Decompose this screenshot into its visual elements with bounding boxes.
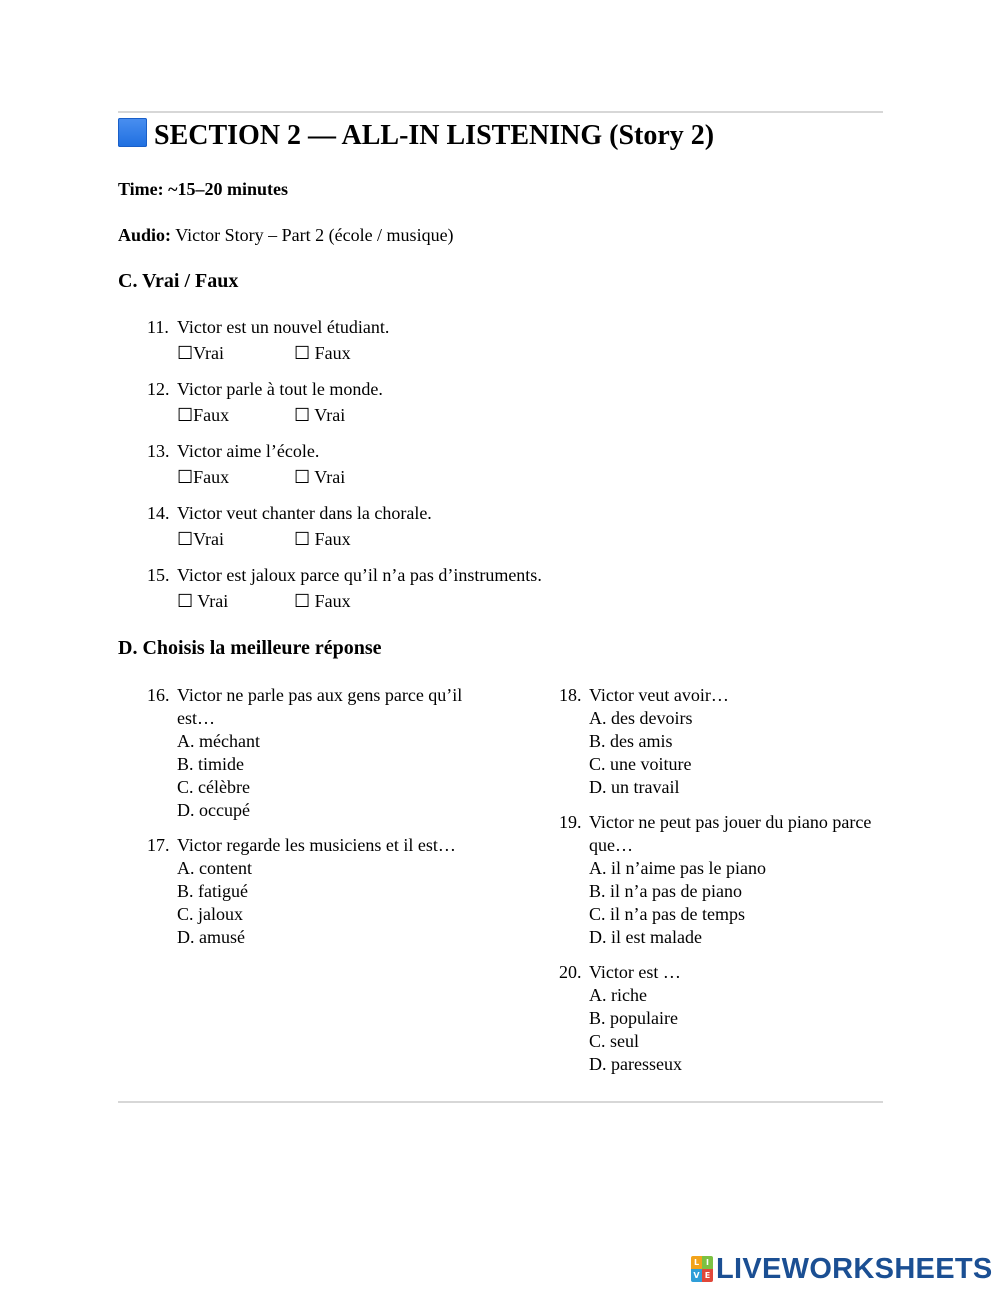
question-number: 19. <box>559 812 582 832</box>
answer-option[interactable]: A. content <box>177 858 252 878</box>
answer-option[interactable]: C. une voiture <box>589 754 692 774</box>
question-number: 18. <box>559 685 582 705</box>
checkbox-option[interactable]: ☐ Faux <box>294 591 351 611</box>
mc-question-18 <box>559 684 879 799</box>
checkbox-option[interactable]: ☐Vrai <box>177 343 225 363</box>
checkbox-option[interactable]: ☐ Vrai <box>294 405 346 425</box>
question-text: Victor est jaloux parce qu’il n’a pas d’instruments. <box>177 565 542 585</box>
mc-column-right <box>559 684 879 1088</box>
logo-text: LIVEWORKSHEETS <box>716 1252 993 1285</box>
answer-option[interactable]: D. occupé <box>177 800 250 820</box>
question-text: Victor veut chanter dans la chorale. <box>177 503 432 523</box>
question-text: Victor ne peut pas jouer du piano parce que… <box>589 812 872 855</box>
top-divider <box>118 111 883 113</box>
answer-option[interactable]: B. timide <box>177 754 244 774</box>
audio-info <box>118 225 454 246</box>
mc-question-17 <box>147 834 467 949</box>
question-text: Victor regarde les musiciens et il est… <box>177 835 456 855</box>
answer-option[interactable]: D. un travail <box>589 777 680 797</box>
answer-option[interactable]: A. des devoirs <box>589 708 693 728</box>
audio-label: Audio: <box>118 225 172 245</box>
tf-question-13 <box>147 441 747 503</box>
question-number: 20. <box>559 962 582 982</box>
mc-question-20 <box>559 961 879 1076</box>
answer-option[interactable]: B. fatigué <box>177 881 248 901</box>
question-number: 11. <box>147 317 169 337</box>
question-number: 17. <box>147 835 170 855</box>
checkbox-option[interactable]: ☐ Vrai <box>177 591 229 611</box>
answer-option[interactable]: D. paresseux <box>589 1054 682 1074</box>
answer-option[interactable]: C. jaloux <box>177 904 243 924</box>
answer-option[interactable]: D. amusé <box>177 927 245 947</box>
checkbox-option[interactable]: ☐ Faux <box>294 529 351 549</box>
answer-option[interactable]: C. seul <box>589 1031 640 1051</box>
answer-option[interactable]: B. il n’a pas de piano <box>589 881 742 901</box>
question-number: 14. <box>147 503 170 523</box>
checkbox-option[interactable]: ☐Faux <box>177 405 230 425</box>
tf-question-14 <box>147 503 747 565</box>
tf-question-12 <box>147 379 747 441</box>
question-number: 12. <box>147 379 170 399</box>
answer-option[interactable]: C. il n’a pas de temps <box>589 904 745 924</box>
checkbox-option[interactable]: ☐Faux <box>177 467 230 487</box>
mc-question-19 <box>559 811 879 949</box>
question-text: Victor est un nouvel étudiant. <box>177 317 390 337</box>
question-number: 16. <box>147 685 170 705</box>
audio-value: Victor Story – Part 2 (école / musique) <box>171 225 454 245</box>
answer-option[interactable]: A. riche <box>589 985 647 1005</box>
question-text: Victor parle à tout le monde. <box>177 379 383 399</box>
question-number: 13. <box>147 441 170 461</box>
mc-column-left <box>147 684 467 961</box>
answer-option[interactable]: A. il n’aime pas le piano <box>589 858 766 878</box>
tf-question-11 <box>147 317 747 379</box>
question-text: Victor ne parle pas aux gens parce qu’il est… <box>177 685 463 728</box>
answer-option[interactable]: D. il est malade <box>589 927 702 947</box>
liveworksheets-mark-icon: L I V E <box>691 1256 713 1282</box>
time-info: Time: ~15–20 minutes <box>118 179 289 199</box>
answer-option[interactable]: C. célèbre <box>177 777 250 797</box>
true-false-list <box>147 317 747 627</box>
checkbox-option[interactable]: ☐Vrai <box>177 529 225 549</box>
checkbox-option[interactable]: ☐ Faux <box>294 343 351 363</box>
bottom-divider <box>118 1101 883 1103</box>
section-title-row <box>118 116 714 156</box>
answer-option[interactable]: A. méchant <box>177 731 260 751</box>
question-text: Victor est … <box>589 962 681 982</box>
section-c-heading: C. Vrai / Faux <box>118 270 239 292</box>
liveworksheets-logo <box>691 1253 993 1285</box>
blue-square-icon <box>118 118 147 147</box>
checkbox-option[interactable]: ☐ Vrai <box>294 467 346 487</box>
question-text: Victor aime l’école. <box>177 441 320 461</box>
answer-option[interactable]: B. populaire <box>589 1008 678 1028</box>
section-d-heading: D. Choisis la meilleure réponse <box>118 637 382 659</box>
tf-question-15 <box>147 565 747 627</box>
question-text: Victor veut avoir… <box>589 685 729 705</box>
question-number: 15. <box>147 565 170 585</box>
answer-option[interactable]: B. des amis <box>589 731 673 751</box>
page-title: SECTION 2 — ALL-IN LISTENING (Story 2) <box>154 120 715 151</box>
mc-question-16 <box>147 684 467 822</box>
